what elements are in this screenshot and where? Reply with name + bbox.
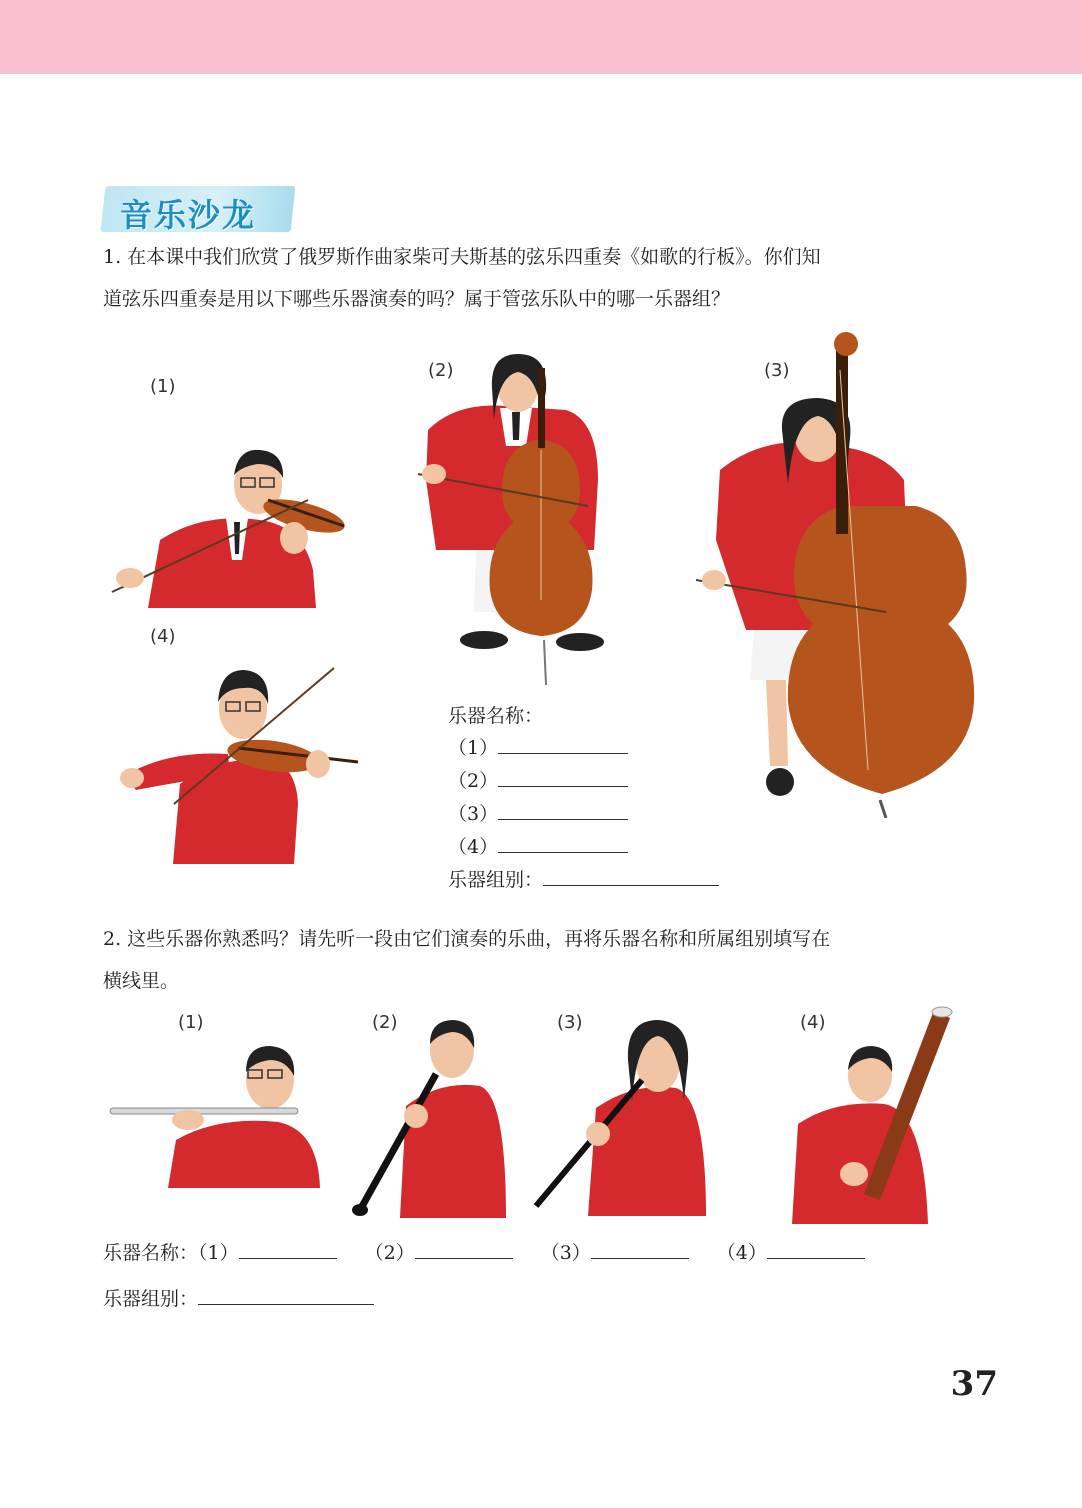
q1-name-row-3 — [448, 798, 628, 831]
clarinet-player-image — [350, 1018, 510, 1218]
bassoon-player-image — [784, 1004, 959, 1224]
q2-name-blank-1[interactable] — [239, 1237, 337, 1259]
figure-5-label: (1) — [178, 1012, 204, 1033]
oboe-player-image — [528, 1016, 713, 1216]
figure-1-label: (1) — [150, 376, 176, 397]
q2-name-label-3: （3） — [540, 1242, 591, 1264]
q2-names-row — [103, 1237, 865, 1270]
q2-group-row — [103, 1283, 374, 1316]
page-number: 37 — [950, 1364, 998, 1404]
question-2-line-2: 横线里。 — [103, 970, 180, 992]
question-1-line-2: 道弦乐四重奏是用以下哪些乐器演奏的吗？属于管弦乐队中的哪一乐器组？ — [103, 288, 731, 310]
q1-name-row-4 — [448, 831, 628, 864]
q1-name-blank-3[interactable] — [498, 798, 628, 820]
flute-player-image — [108, 1040, 323, 1188]
double-bass-player-image — [690, 330, 980, 818]
q1-group-row — [448, 864, 719, 897]
q1-group-label: 乐器组别： — [448, 869, 544, 891]
section-title: 音乐沙龙 — [120, 196, 257, 234]
q1-name-row-1 — [448, 732, 628, 765]
q1-name-label-2: （2） — [448, 770, 499, 792]
header-band — [0, 0, 1082, 74]
q1-name-label-4: （4） — [448, 836, 499, 858]
figure-4-label: (4) — [150, 626, 176, 647]
q2-name-label-2: （2） — [364, 1242, 415, 1264]
q1-name-label-3: （3） — [448, 803, 499, 825]
q2-name-label-4: （4） — [716, 1242, 767, 1264]
q2-name-blank-4[interactable] — [767, 1237, 865, 1259]
q1-name-blank-4[interactable] — [498, 831, 628, 853]
figure-6-label: (2) — [372, 1012, 398, 1033]
cello-player-image — [416, 350, 612, 685]
question-1-line-1: 1. 在本课中我们欣赏了俄罗斯作曲家柴可夫斯基的弦乐四重奏《如歌的行板》。你们知 — [103, 246, 821, 268]
q2-name-blank-2[interactable] — [415, 1237, 513, 1259]
q1-name-label-1: （1） — [448, 737, 499, 759]
q1-name-blank-2[interactable] — [498, 765, 628, 787]
q2-names-label: 乐器名称： — [103, 1242, 199, 1264]
violin-player-image — [108, 430, 348, 608]
figure-8-label: (4) — [800, 1012, 826, 1033]
figure-3-label: (3) — [764, 360, 790, 381]
figure-2-label: (2) — [428, 360, 454, 381]
q1-group-blank[interactable] — [543, 864, 719, 886]
q2-group-label: 乐器组别： — [103, 1288, 199, 1310]
q1-name-row-2 — [448, 765, 628, 798]
viola-player-image — [118, 664, 363, 864]
q1-name-blank-1[interactable] — [498, 732, 628, 754]
question-1-text — [103, 236, 983, 320]
figure-7-label: (3) — [557, 1012, 583, 1033]
q2-name-blank-3[interactable] — [591, 1237, 689, 1259]
q2-name-label-1: （1） — [198, 1242, 239, 1264]
question-2-text — [103, 918, 983, 1002]
question-2-line-1: 2. 这些乐器你熟悉吗？请先听一段由它们演奏的乐曲，再将乐器名称和所属组别填写在 — [103, 928, 831, 950]
q2-group-blank[interactable] — [198, 1283, 374, 1305]
q1-names-heading: 乐器名称： — [448, 705, 544, 727]
